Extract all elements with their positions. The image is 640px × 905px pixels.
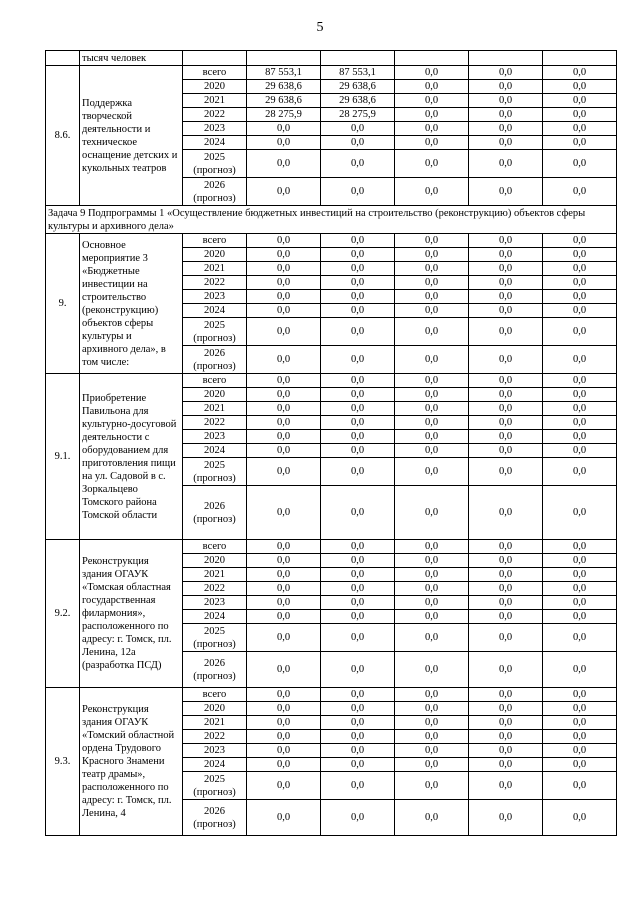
value-cell: 0,0 xyxy=(395,652,469,688)
year-cell: 2022 xyxy=(183,582,247,596)
year-cell: 2020 xyxy=(183,248,247,262)
year-cell: 2024 xyxy=(183,304,247,318)
value-cell: 0,0 xyxy=(469,290,543,304)
value-cell: 0,0 xyxy=(543,416,617,430)
value-cell: 0,0 xyxy=(321,402,395,416)
value-cell: 0,0 xyxy=(469,402,543,416)
value-cell: 0,0 xyxy=(321,262,395,276)
value-cell: 29 638,6 xyxy=(247,80,321,94)
value-cell: 0,0 xyxy=(321,430,395,444)
value-cell: 0,0 xyxy=(247,540,321,554)
value-cell: 0,0 xyxy=(247,444,321,458)
value-cell: 0,0 xyxy=(321,624,395,652)
value-cell: 0,0 xyxy=(321,486,395,540)
value-cell: 0,0 xyxy=(321,758,395,772)
item-name: Основное мероприятие 3 «Бюджетные инвестиции на строительство (реконструкцию) объектов сферы культуры и архивного дела», в том числе: xyxy=(80,234,183,374)
value-cell: 0,0 xyxy=(247,304,321,318)
value-cell: 0,0 xyxy=(395,122,469,136)
value-cell: 0,0 xyxy=(321,652,395,688)
value-cell: 0,0 xyxy=(395,402,469,416)
value-cell: 0,0 xyxy=(469,262,543,276)
value-cell: 0,0 xyxy=(543,346,617,374)
item-name: Реконструкция здания ОГАУК «Томский областной ордена Трудового Красного Знамени театр драмы», расположенного по адресу: г. Томск, пл. Ленина, 4 xyxy=(80,688,183,836)
year-cell: всего xyxy=(183,540,247,554)
value-cell: 0,0 xyxy=(395,568,469,582)
year-cell: 2021 xyxy=(183,94,247,108)
value-cell: 0,0 xyxy=(469,744,543,758)
value-cell: 0,0 xyxy=(469,234,543,248)
value-cell: 0,0 xyxy=(321,136,395,150)
value-cell: 0,0 xyxy=(247,388,321,402)
value-cell: 0,0 xyxy=(395,610,469,624)
year-cell: 2026 (прогноз) xyxy=(183,178,247,206)
year-cell: 2024 xyxy=(183,136,247,150)
year-cell: 2020 xyxy=(183,554,247,568)
value-cell: 0,0 xyxy=(395,458,469,486)
value-cell: 0,0 xyxy=(395,388,469,402)
value-cell: 0,0 xyxy=(543,304,617,318)
value-cell: 0,0 xyxy=(395,94,469,108)
value-cell: 0,0 xyxy=(543,122,617,136)
value-cell: 0,0 xyxy=(543,318,617,346)
year-cell: 2023 xyxy=(183,430,247,444)
value-cell: 0,0 xyxy=(395,582,469,596)
value-cell: 0,0 xyxy=(395,486,469,540)
value-cell: 0,0 xyxy=(321,772,395,800)
value-cell: 0,0 xyxy=(321,458,395,486)
value-cell: 0,0 xyxy=(469,458,543,486)
value-cell: 0,0 xyxy=(543,80,617,94)
value-cell: 0,0 xyxy=(469,702,543,716)
value-cell: 0,0 xyxy=(321,568,395,582)
value-cell: 87 553,1 xyxy=(247,66,321,80)
year-cell: 2025 (прогноз) xyxy=(183,772,247,800)
value-cell: 0,0 xyxy=(247,652,321,688)
value-cell: 0,0 xyxy=(247,262,321,276)
value-cell: 0,0 xyxy=(469,430,543,444)
table-row xyxy=(46,66,617,80)
value-cell: 0,0 xyxy=(321,374,395,388)
value-cell: 0,0 xyxy=(395,80,469,94)
value-cell: 0,0 xyxy=(321,730,395,744)
value-cell: 0,0 xyxy=(543,388,617,402)
value-cell: 0,0 xyxy=(395,430,469,444)
value-cell: 0,0 xyxy=(543,554,617,568)
value-cell: 0,0 xyxy=(395,234,469,248)
value-cell: 0,0 xyxy=(395,276,469,290)
value-cell: 0,0 xyxy=(321,554,395,568)
value-cell: 0,0 xyxy=(321,596,395,610)
year-cell: 2021 xyxy=(183,262,247,276)
value-cell: 0,0 xyxy=(469,374,543,388)
item-number: 9.3. xyxy=(46,688,80,836)
item-number: 9.2. xyxy=(46,540,80,688)
value-cell: 0,0 xyxy=(543,540,617,554)
value-cell: 0,0 xyxy=(469,178,543,206)
value-cell: 0,0 xyxy=(469,758,543,772)
value-cell: 0,0 xyxy=(543,800,617,836)
value-cell: 0,0 xyxy=(395,744,469,758)
year-cell: 2022 xyxy=(183,108,247,122)
value-cell: 0,0 xyxy=(543,744,617,758)
value-cell: 0,0 xyxy=(395,596,469,610)
value-cell: 0,0 xyxy=(395,108,469,122)
value-cell: 0,0 xyxy=(469,716,543,730)
value-cell: 0,0 xyxy=(543,772,617,800)
value-cell: 0,0 xyxy=(321,290,395,304)
value-cell: 0,0 xyxy=(321,122,395,136)
value-cell: 0,0 xyxy=(543,248,617,262)
value-cell: 0,0 xyxy=(543,430,617,444)
value-cell: 0,0 xyxy=(469,346,543,374)
value-cell: 0,0 xyxy=(395,702,469,716)
value-cell: 0,0 xyxy=(247,402,321,416)
year-cell: 2023 xyxy=(183,744,247,758)
value-cell: 0,0 xyxy=(247,624,321,652)
value-cell: 0,0 xyxy=(469,688,543,702)
value-cell: 0,0 xyxy=(321,702,395,716)
value-cell: 0,0 xyxy=(247,772,321,800)
year-cell: 2020 xyxy=(183,388,247,402)
value-cell: 0,0 xyxy=(247,702,321,716)
value-cell: 0,0 xyxy=(321,582,395,596)
value-cell: 0,0 xyxy=(395,730,469,744)
year-cell: 2025 (прогноз) xyxy=(183,318,247,346)
value-cell: 0,0 xyxy=(543,730,617,744)
value-cell: 0,0 xyxy=(321,248,395,262)
value-cell: 0,0 xyxy=(469,540,543,554)
table-row xyxy=(46,688,617,702)
year-cell: 2022 xyxy=(183,416,247,430)
value-cell: 0,0 xyxy=(321,610,395,624)
value-cell: 0,0 xyxy=(321,346,395,374)
value-cell: 0,0 xyxy=(395,248,469,262)
table-row xyxy=(46,374,617,388)
value-cell: 28 275,9 xyxy=(321,108,395,122)
value-cell: 0,0 xyxy=(247,290,321,304)
value-cell: 0,0 xyxy=(469,80,543,94)
table-row xyxy=(46,234,617,248)
value-cell: 0,0 xyxy=(469,122,543,136)
value-cell: 0,0 xyxy=(247,596,321,610)
year-cell: 2026 (прогноз) xyxy=(183,800,247,836)
value-cell: 0,0 xyxy=(395,800,469,836)
value-cell: 0,0 xyxy=(543,688,617,702)
year-cell: всего xyxy=(183,374,247,388)
value-cell: 0,0 xyxy=(543,262,617,276)
value-cell: 0,0 xyxy=(469,624,543,652)
value-cell: 0,0 xyxy=(395,318,469,346)
value-cell: 0,0 xyxy=(247,486,321,540)
value-cell: 0,0 xyxy=(469,554,543,568)
value-cell: 0,0 xyxy=(247,136,321,150)
value-cell: 0,0 xyxy=(321,444,395,458)
value-cell: 0,0 xyxy=(543,290,617,304)
value-cell: 0,0 xyxy=(395,540,469,554)
value-cell: 0,0 xyxy=(543,150,617,178)
value-cell: 0,0 xyxy=(469,486,543,540)
value-cell: 0,0 xyxy=(395,374,469,388)
value-cell: 0,0 xyxy=(543,66,617,80)
value-cell: 0,0 xyxy=(395,554,469,568)
value-cell: 0,0 xyxy=(321,276,395,290)
value-cell: 29 638,6 xyxy=(247,94,321,108)
value-cell: 0,0 xyxy=(469,416,543,430)
value-cell: 0,0 xyxy=(543,652,617,688)
table-row xyxy=(46,540,617,554)
value-cell: 0,0 xyxy=(321,800,395,836)
value-cell: 0,0 xyxy=(321,150,395,178)
value-cell: 0,0 xyxy=(247,568,321,582)
year-cell: всего xyxy=(183,234,247,248)
value-cell: 0,0 xyxy=(543,758,617,772)
year-cell: 2021 xyxy=(183,568,247,582)
value-cell: 0,0 xyxy=(469,568,543,582)
value-cell: 0,0 xyxy=(469,388,543,402)
value-cell: 0,0 xyxy=(469,66,543,80)
value-cell: 0,0 xyxy=(247,122,321,136)
header-row-label: тысяч человек xyxy=(80,51,183,66)
value-cell: 0,0 xyxy=(543,108,617,122)
header-row xyxy=(46,51,617,66)
value-cell: 0,0 xyxy=(395,688,469,702)
value-cell: 0,0 xyxy=(247,318,321,346)
value-cell: 0,0 xyxy=(321,388,395,402)
value-cell: 0,0 xyxy=(395,444,469,458)
value-cell: 0,0 xyxy=(247,554,321,568)
value-cell: 0,0 xyxy=(543,486,617,540)
value-cell: 0,0 xyxy=(469,94,543,108)
value-cell: 0,0 xyxy=(395,290,469,304)
value-cell: 0,0 xyxy=(469,136,543,150)
item-number: 8.6. xyxy=(46,66,80,206)
year-cell: 2022 xyxy=(183,730,247,744)
value-cell: 0,0 xyxy=(321,716,395,730)
value-cell: 0,0 xyxy=(247,234,321,248)
item-number: 9. xyxy=(46,234,80,374)
value-cell: 0,0 xyxy=(543,596,617,610)
value-cell: 0,0 xyxy=(543,716,617,730)
value-cell: 0,0 xyxy=(469,248,543,262)
value-cell: 0,0 xyxy=(543,94,617,108)
value-cell: 0,0 xyxy=(247,610,321,624)
value-cell: 0,0 xyxy=(543,374,617,388)
value-cell: 0,0 xyxy=(321,178,395,206)
value-cell: 0,0 xyxy=(469,652,543,688)
item-name: Поддержка творческой деятельности и техническое оснащение детских и кукольных театров xyxy=(80,66,183,206)
year-cell: 2021 xyxy=(183,402,247,416)
value-cell: 0,0 xyxy=(469,444,543,458)
year-cell: 2026 (прогноз) xyxy=(183,486,247,540)
year-cell: 2021 xyxy=(183,716,247,730)
value-cell: 0,0 xyxy=(543,234,617,248)
year-cell: 2023 xyxy=(183,290,247,304)
year-cell: 2020 xyxy=(183,80,247,94)
value-cell: 0,0 xyxy=(543,136,617,150)
value-cell: 29 638,6 xyxy=(321,80,395,94)
value-cell: 0,0 xyxy=(543,624,617,652)
value-cell: 0,0 xyxy=(395,136,469,150)
year-cell: 2020 xyxy=(183,702,247,716)
value-cell: 0,0 xyxy=(395,758,469,772)
value-cell: 0,0 xyxy=(395,346,469,374)
value-cell: 0,0 xyxy=(321,744,395,758)
value-cell: 0,0 xyxy=(247,744,321,758)
value-cell: 0,0 xyxy=(247,716,321,730)
value-cell: 0,0 xyxy=(247,582,321,596)
value-cell: 0,0 xyxy=(543,276,617,290)
year-cell: 2025 (прогноз) xyxy=(183,150,247,178)
value-cell: 0,0 xyxy=(543,444,617,458)
value-cell: 0,0 xyxy=(469,730,543,744)
value-cell: 0,0 xyxy=(395,716,469,730)
item-name: Реконструкция здания ОГАУК «Томская областная государственная филармония», расположенного по адресу: г. Томск, пл. Ленина, 12а (разработка ПСД) xyxy=(80,540,183,688)
value-cell: 0,0 xyxy=(469,610,543,624)
value-cell: 0,0 xyxy=(469,800,543,836)
item-name: Приобретение Павильона для культурно-досуговой деятельности с оборудованием для приготовления пищи на ул. Садовой в с. Зоркальцево Томского района Томской области xyxy=(80,374,183,540)
value-cell: 0,0 xyxy=(247,730,321,744)
value-cell: 0,0 xyxy=(469,304,543,318)
value-cell: 0,0 xyxy=(469,582,543,596)
value-cell: 0,0 xyxy=(247,800,321,836)
year-cell: всего xyxy=(183,66,247,80)
value-cell: 0,0 xyxy=(395,772,469,800)
value-cell: 0,0 xyxy=(247,150,321,178)
value-cell: 0,0 xyxy=(543,458,617,486)
value-cell: 0,0 xyxy=(247,178,321,206)
table-body xyxy=(46,51,617,836)
value-cell: 0,0 xyxy=(543,610,617,624)
value-cell: 29 638,6 xyxy=(321,94,395,108)
value-cell: 0,0 xyxy=(247,276,321,290)
value-cell: 0,0 xyxy=(395,304,469,318)
year-cell: 2024 xyxy=(183,610,247,624)
value-cell: 0,0 xyxy=(395,66,469,80)
value-cell: 0,0 xyxy=(395,624,469,652)
value-cell: 0,0 xyxy=(543,178,617,206)
value-cell: 0,0 xyxy=(321,234,395,248)
value-cell: 0,0 xyxy=(543,402,617,416)
value-cell: 0,0 xyxy=(543,702,617,716)
value-cell: 0,0 xyxy=(469,318,543,346)
value-cell: 0,0 xyxy=(395,262,469,276)
year-cell: 2026 (прогноз) xyxy=(183,346,247,374)
page-number: 5 xyxy=(316,20,324,35)
value-cell: 0,0 xyxy=(247,688,321,702)
value-cell: 0,0 xyxy=(395,416,469,430)
year-cell: 2022 xyxy=(183,276,247,290)
year-cell: 2025 (прогноз) xyxy=(183,458,247,486)
year-cell: 2023 xyxy=(183,122,247,136)
value-cell: 0,0 xyxy=(469,596,543,610)
value-cell: 0,0 xyxy=(543,568,617,582)
value-cell: 0,0 xyxy=(395,150,469,178)
year-cell: 2024 xyxy=(183,444,247,458)
year-cell: всего xyxy=(183,688,247,702)
value-cell: 87 553,1 xyxy=(321,66,395,80)
value-cell: 0,0 xyxy=(469,108,543,122)
value-cell: 0,0 xyxy=(321,540,395,554)
value-cell: 0,0 xyxy=(247,374,321,388)
year-cell: 2023 xyxy=(183,596,247,610)
value-cell: 0,0 xyxy=(469,150,543,178)
value-cell: 0,0 xyxy=(469,276,543,290)
task-title: Задача 9 Подпрограммы 1 «Осуществление бюджетных инвестиций на строительство (реконструкцию) объектов сферы культуры и архивного дела» xyxy=(46,206,617,234)
value-cell: 28 275,9 xyxy=(247,108,321,122)
value-cell: 0,0 xyxy=(247,416,321,430)
year-cell: 2025 (прогноз) xyxy=(183,624,247,652)
task-row xyxy=(46,206,617,234)
value-cell: 0,0 xyxy=(321,304,395,318)
year-cell: 2026 (прогноз) xyxy=(183,652,247,688)
value-cell: 0,0 xyxy=(395,178,469,206)
value-cell: 0,0 xyxy=(321,318,395,346)
value-cell: 0,0 xyxy=(247,248,321,262)
value-cell: 0,0 xyxy=(247,430,321,444)
year-cell: 2024 xyxy=(183,758,247,772)
value-cell: 0,0 xyxy=(321,688,395,702)
value-cell: 0,0 xyxy=(543,582,617,596)
value-cell: 0,0 xyxy=(321,416,395,430)
value-cell: 0,0 xyxy=(469,772,543,800)
value-cell: 0,0 xyxy=(247,346,321,374)
value-cell: 0,0 xyxy=(247,758,321,772)
value-cell: 0,0 xyxy=(247,458,321,486)
item-number: 9.1. xyxy=(46,374,80,540)
budget-table xyxy=(45,50,617,836)
